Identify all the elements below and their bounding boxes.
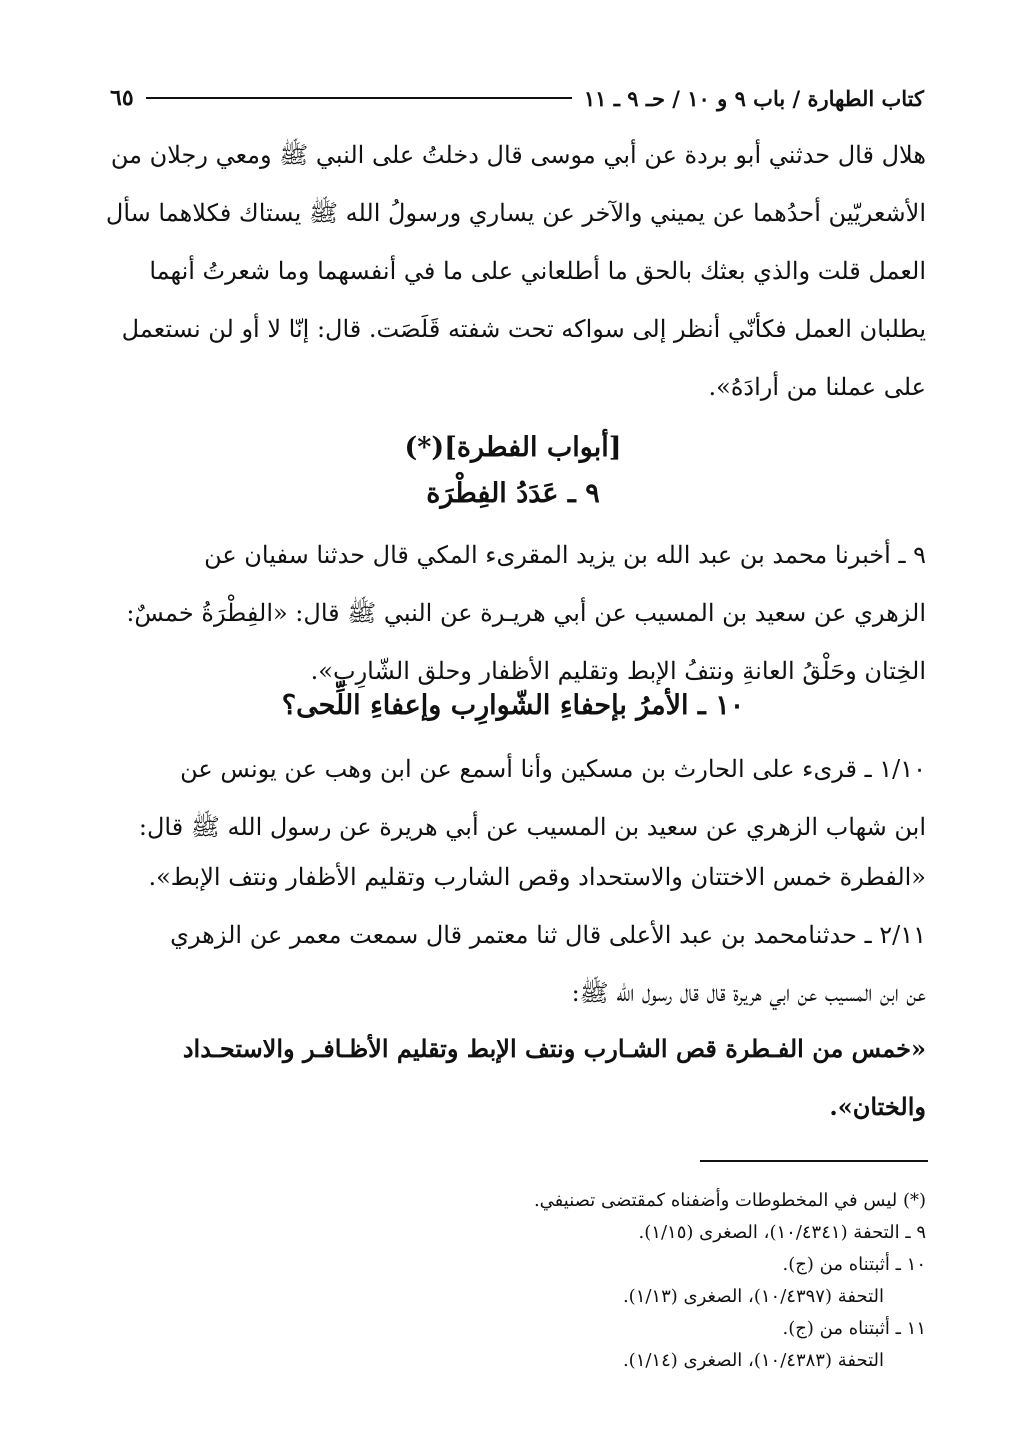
hadith-9-line: الخِتان وحَلْقُ العانةِ ونتفُ الإبط وتقليم الأظفار وحلق الشّارِبِ». [310, 657, 926, 685]
hadith-11-matn-line: والختان». [829, 1092, 926, 1121]
footnote: ١١ ـ أثبتناه من (ج). [782, 1318, 926, 1339]
chapter-9-title: ٩ ـ عَدَدُ الفِطْرَة [426, 478, 600, 509]
hadith-9 [100, 526, 926, 700]
hadith-11-matn [100, 1020, 926, 1136]
intro-line: يطلبان العمل فكأنّي أنظر إلى سواكه تحت شفته قَلَصَت. قال: إنّا لا أو لن نستعمل [121, 315, 926, 343]
hadith-9-line: ٩ ـ أخبرنا محمد بن عبد الله بن يزيد المقرىء المكي قال حدثنا سفيان عن [204, 541, 926, 569]
footnote: ٩ ـ التحفة (١٠/٤٣٤١)، الصغرى (١/١٥). [638, 1222, 926, 1243]
intro-line: العمل قلت والذي بعثك بالحق ما أطلعاني على ما في أنفسهما وما شعرتُ أنهما [149, 257, 926, 285]
hadith-11-matn-line: «خمس من الفـطرة قص الشـارب ونتف الإبط وتقليم الأظـافـر والاستحـداد [182, 1034, 926, 1063]
running-header [110, 78, 924, 118]
chapter-10-title: ١٠ ـ الأمرُ بإحفاءِ الشّوارِب وإعفاءِ اللِّحى؟ [281, 690, 745, 721]
hadith-10-matn [100, 848, 926, 906]
footnotes [420, 1185, 926, 1377]
hadith-11-line: عن ابن المسيب عن ابي هريرة قال قال رسول الله ﷺ: [571, 979, 926, 1007]
footnote: (*) ليس في المخطوطات وأضفناه كمقتضى تصنيفي. [533, 1190, 926, 1211]
header-title: كتاب الطهارة / باب ٩ و ١٠ / حـ ٩ ـ ١١ [583, 85, 924, 111]
header-rule [146, 97, 572, 99]
hadith-10-line: ١/١٠ ـ قرىء على الحارث بن مسكين وأنا أسمع عن ابن وهب عن يونس عن [180, 755, 926, 783]
hadith-10-line: ابن شهاب الزهري عن سعيد بن المسيب عن أبي هريرة عن رسول الله ﷺ قال: [138, 813, 926, 841]
hadith-11-line: ٢/١١ ـ حدثنامحمد بن عبد الأعلى قال ثنا معتمر قال سمعت معمر عن الزهري [170, 921, 926, 949]
footnote: ١٠ ـ أثبتناه من (ج). [782, 1254, 926, 1275]
hadith-11 [100, 906, 926, 1022]
hadith-9-line: الزهري عن سعيد بن المسيب عن أبي هريـرة عن النبي ﷺ قال: «الفِطْرَةُ خمسٌ: [126, 599, 926, 627]
hadith-10 [100, 740, 926, 856]
footnote: التحفة (١٠/٤٣٨٣)، الصغرى (١/١٤). [622, 1350, 884, 1371]
page-number: ٦٥ [110, 85, 134, 111]
intro-line: هلال قال حدثني أبو بردة عن أبي موسى قال دخلتُ على النبي ﷺ ومعي رجلان من [110, 141, 926, 169]
intro-line: الأشعريّين أحدُهما عن يميني والآخر عن يساري ورسولُ الله ﷺ يستاك فكلاهما سأل [105, 199, 926, 227]
intro-line: على عملنا من أرادَهُ». [708, 373, 926, 401]
intro-paragraph [100, 126, 926, 416]
section-title: [أبواب الفطرة](*) [404, 432, 622, 463]
footnote: التحفة (١٠/٤٣٩٧)، الصغرى (١/١٣). [622, 1286, 884, 1307]
footnote-rule [700, 1160, 928, 1162]
hadith-10-matn-line: «الفطرة خمس الاختتان والاستحداد وقص الشارب وتقليم الأظفار ونتف الإبط». [148, 863, 926, 891]
